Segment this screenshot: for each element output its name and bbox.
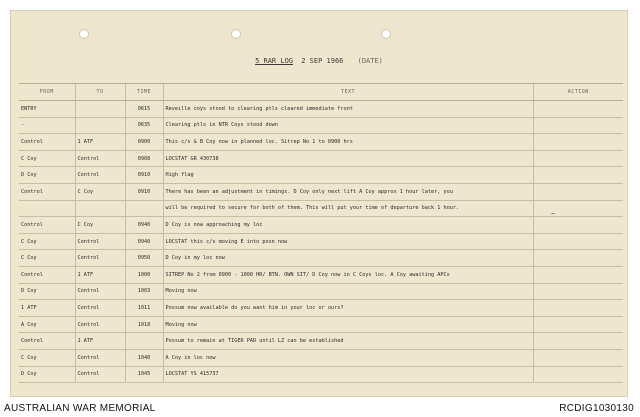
punch-hole [79,29,89,39]
cell-time: 0940 [125,217,163,234]
table-row [19,233,623,250]
cell-text: High flag [163,167,533,184]
cell-from [19,200,75,217]
cell-time: 0910 [125,183,163,200]
cell-from: Control [19,333,75,350]
cell-action [533,316,623,333]
cell-time: 0635 [125,117,163,134]
cell-text: Possum now available do you want him in your loc or ours? [163,300,533,317]
cell-text: Moving now [163,316,533,333]
cell-text: Reveille coys stood to clearing ptls cleared immediate front [163,101,533,118]
table-row [19,150,623,167]
cell-text: There has been an adjustment in timings. D Coy only next lift A Coy approx 1 hour later, you [163,183,533,200]
cell-to: C Coy [75,183,125,200]
column-header-to: TO [75,84,125,101]
cell-from: C Coy [19,233,75,250]
table-row [19,101,623,118]
cell-time [125,333,163,350]
cell-text: D Coy is now approaching my loc [163,217,533,234]
cell-action [533,117,623,134]
table-row [19,266,623,283]
cell-to: Control [75,366,125,383]
cell-action [533,266,623,283]
cell-action [533,150,623,167]
cell-action [533,333,623,350]
cell-to: Control [75,150,125,167]
cell-action [533,349,623,366]
table-header-row [19,84,623,101]
cell-text: LOCSTAT YS 415737 [163,366,533,383]
unit-log-title: 5 RAR LOG [255,57,294,65]
punch-hole [231,29,241,39]
cell-time: 0940 [125,233,163,250]
cell-action [533,167,623,184]
cell-time: 1018 [125,316,163,333]
table-row [19,250,623,267]
cell-to: Control [75,233,125,250]
table-row [19,167,623,184]
cell-from: 1 ATF [19,300,75,317]
footer-id: RCDIG1030130 [559,403,634,414]
log-table [19,83,623,383]
cell-action [533,183,623,200]
cell-time: 0900 [125,134,163,151]
cell-to [75,200,125,217]
column-header-from: FROM [19,84,75,101]
cell-time: 0950 [125,250,163,267]
cell-from: C Coy [19,250,75,267]
cell-text: This c/s & B Coy now in planned loc. Sitrep No 1 to 0900 hrs [163,134,533,151]
cell-text: will be required to secure for both of them. This will put your time of departure back 1 hour. [163,200,533,217]
table-row [19,183,623,200]
cell-to: Control [75,283,125,300]
cell-action [533,283,623,300]
column-header-action: ACTION [533,84,623,101]
cell-time: 0908 [125,150,163,167]
log-header [11,57,627,65]
cell-time: 0615 [125,101,163,118]
handwritten-mark: ~ [551,210,556,218]
cell-text: SITREP No 2 from 0900 - 1000 HR/ BTN. OWN SIT/ D Coy now in C Coys loc. A Coy awaiting APCs [163,266,533,283]
table-row [19,349,623,366]
cell-from: Control [19,134,75,151]
cell-from: C Coy [19,150,75,167]
cell-text: Moving now [163,283,533,300]
cell-from: - [19,117,75,134]
cell-to: Control [75,300,125,317]
footer-bar [0,398,640,417]
log-date: 2 SEP 1966 [301,57,344,65]
cell-from: D Coy [19,167,75,184]
cell-from: Control [19,266,75,283]
table-row [19,316,623,333]
cell-action [533,217,623,234]
cell-time: 1000 [125,266,163,283]
cell-from: A Coy [19,316,75,333]
cell-to: Control [75,250,125,267]
cell-action [533,300,623,317]
cell-to: Control [75,167,125,184]
cell-action [533,366,623,383]
table-row [19,300,623,317]
cell-time [125,200,163,217]
cell-text: Clearing ptls in NTR Coys stood down [163,117,533,134]
cell-time: 1045 [125,366,163,383]
cell-from: D Coy [19,366,75,383]
log-sheet [10,10,628,397]
cell-to: 1 ATF [75,134,125,151]
cell-from: Control [19,183,75,200]
cell-action [533,250,623,267]
cell-text: LOCSTAT GR 430738 [163,150,533,167]
date-label: (DATE) [357,57,383,65]
cell-text: Possum to remain at TIGER PAD until LZ can be established [163,333,533,350]
cell-to: Control [75,316,125,333]
cell-action [533,101,623,118]
table-row [19,200,623,217]
cell-time: 1040 [125,349,163,366]
table-row [19,366,623,383]
column-header-text: TEXT [163,84,533,101]
cell-time: 1003 [125,283,163,300]
cell-to: C Coy [75,217,125,234]
cell-from: C Coy [19,349,75,366]
cell-from: Control [19,217,75,234]
punch-hole [381,29,391,39]
cell-from: D Coy [19,283,75,300]
cell-from: ENTRY [19,101,75,118]
table-row [19,283,623,300]
cell-to: Control [75,349,125,366]
cell-action [533,233,623,250]
cell-action [533,134,623,151]
cell-text: A Coy in loc now [163,349,533,366]
column-header-time: TIME [125,84,163,101]
table-row [19,117,623,134]
cell-to [75,117,125,134]
cell-to: 1 ATF [75,266,125,283]
cell-action [533,200,623,217]
table-row [19,134,623,151]
table-row [19,217,623,234]
cell-time: 0910 [125,167,163,184]
table-row [19,333,623,350]
footer-source: AUSTRALIAN WAR MEMORIAL [4,403,156,414]
cell-text: LOCSTAT this c/s moving E into posn now [163,233,533,250]
cell-text: D Coy in my loc now [163,250,533,267]
cell-time: 1011 [125,300,163,317]
cell-to: 1 ATF [75,333,125,350]
cell-to [75,101,125,118]
